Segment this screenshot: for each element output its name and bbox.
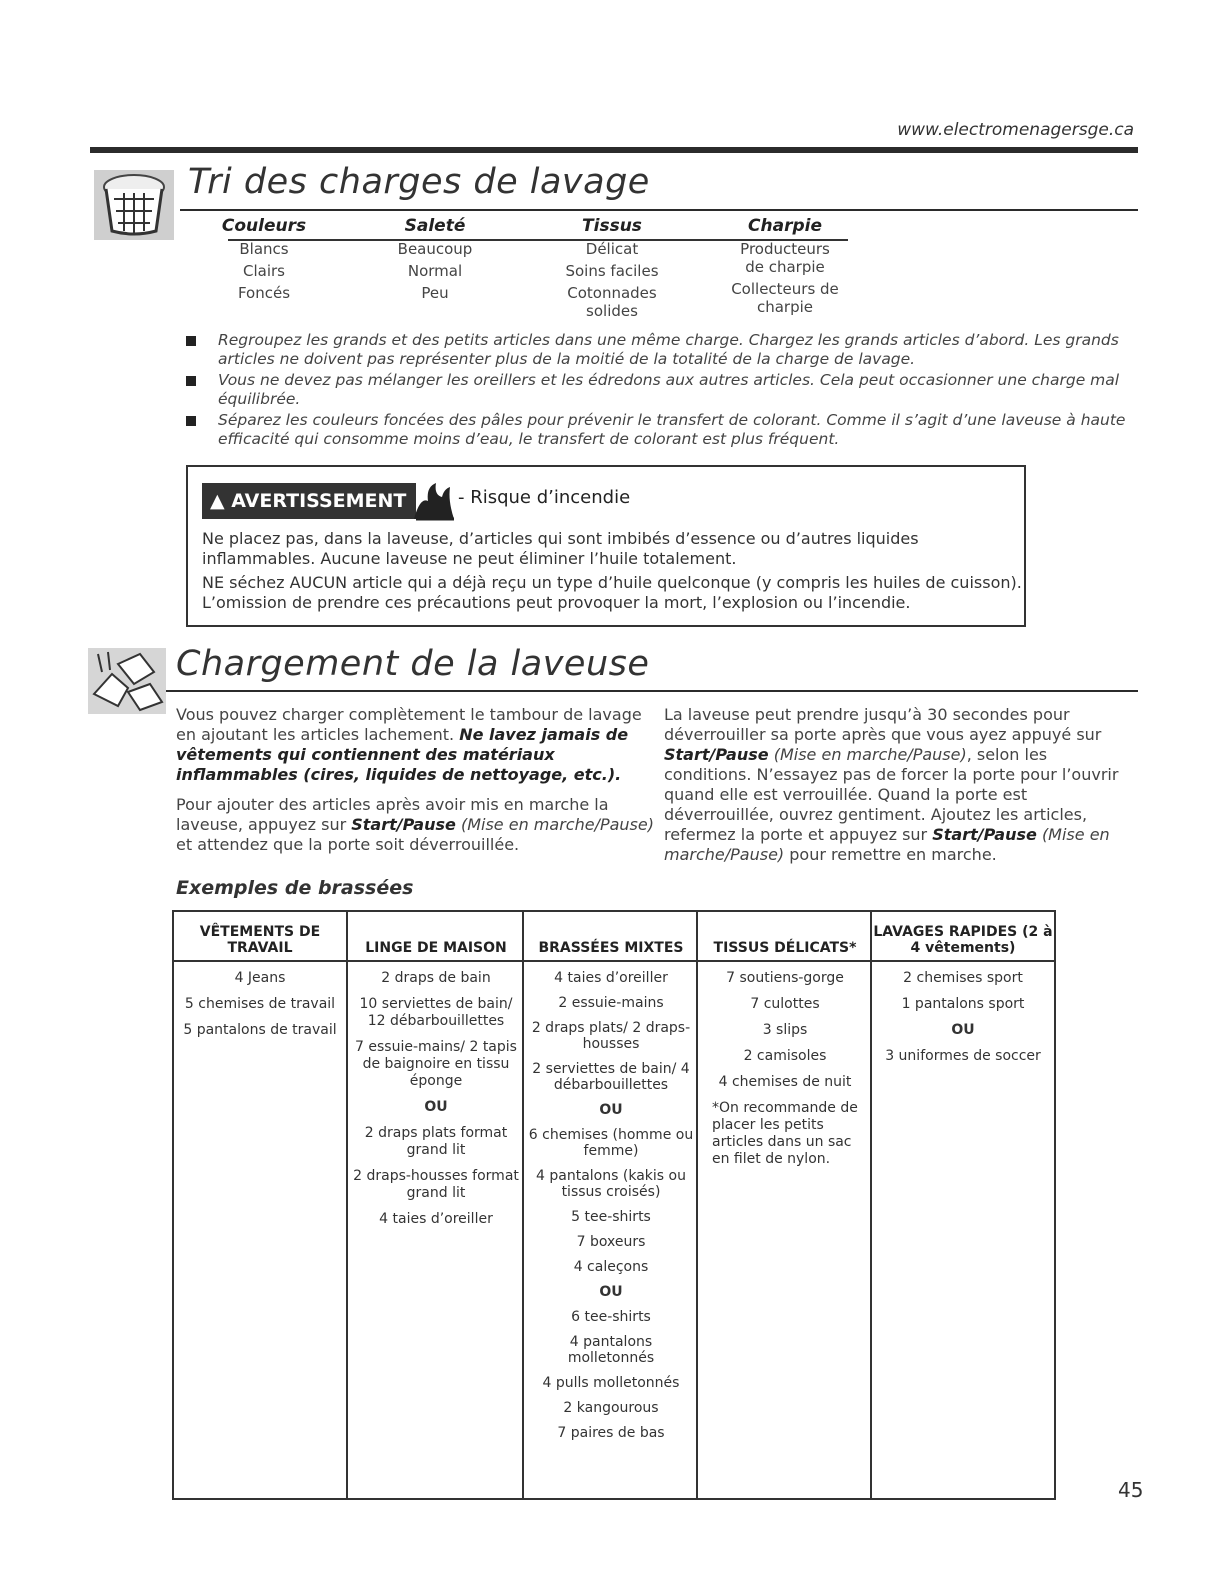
sort-head: Charpie <box>748 216 822 236</box>
load-column-body <box>872 962 1054 1065</box>
bullet-item: Vous ne devez pas mélanger les oreillers et les édredons aux autres articles. Cela peut occasionner une charge mal équilibrée. <box>186 371 1126 409</box>
website-url: www.electromenagersge.ca <box>897 120 1134 140</box>
sort-item: Producteurs de charpie <box>740 240 830 276</box>
section-title-sorting: Tri des charges de lavage <box>188 162 650 202</box>
load-column-delicates <box>696 912 872 1498</box>
load-item: 5 tee-shirts <box>571 1209 651 1225</box>
delicates-note: *On recommande de placer les petits articles dans un sac en filet de nylon. <box>712 1100 858 1167</box>
load-item: 2 chemises sport <box>903 970 1023 986</box>
load-column-head: LAVAGES RAPIDES (2 à 4 vêtements) <box>872 912 1054 962</box>
load-column-quick <box>870 912 1054 1498</box>
warning-badge <box>202 483 416 519</box>
text-span: La laveuse peut prendre jusqu’à 30 secondes pour déverrouiller sa porte après que vous ayez appuyé sur <box>664 705 1102 744</box>
start-pause-label: Start/Pause <box>351 815 456 834</box>
load-item: 7 boxeurs <box>576 1234 646 1250</box>
load-or: OU <box>599 1102 623 1118</box>
load-column-head: VÊTEMENTS DE TRAVAIL <box>174 912 346 962</box>
text-span: , selon les conditions. N’essayez pas de forcer la porte pour l’ouvrir quand elle est verrouillée. Quand la porte est déverrouillée, ouvrez gentiment. Ajoutez les articles, refermez la porte et appuyez sur <box>664 745 1119 844</box>
section-title-loading: Chargement de la laveuse <box>176 644 650 684</box>
load-item: 2 draps-housses format grand lit <box>353 1168 519 1201</box>
load-examples-table <box>172 910 1056 1500</box>
load-column-body <box>348 962 524 1228</box>
load-column-household <box>346 912 524 1498</box>
sort-item: Cotonnades solides <box>567 284 657 320</box>
load-item: 5 chemises de travail <box>184 996 336 1012</box>
loading-left-column <box>176 705 656 865</box>
load-item: 4 taies d’oreiller <box>554 970 668 986</box>
load-item: 2 kangourous <box>563 1400 659 1416</box>
warning-paragraph: NE séchez AUCUN article qui a déjà reçu un type d’huile quelconque (y compris les huiles de cuisson). L’omission de prendre ces précautions peut provoquer la mort, l’explosion ou l’incendie. <box>202 573 1022 612</box>
sort-item: Blancs <box>239 240 289 258</box>
load-item: 4 pantalons (kakis ou tissus croisés) <box>536 1168 686 1200</box>
load-item: 4 pantalons molletonnés <box>567 1334 655 1366</box>
warning-box <box>186 465 1026 627</box>
load-column-body <box>698 962 872 1168</box>
load-or: OU <box>951 1022 975 1038</box>
page-number: 45 <box>1118 1478 1144 1502</box>
load-item: 10 serviettes de bain/ 12 débarbouillettes <box>359 996 513 1029</box>
warning-triangle-icon: ▲ <box>210 490 225 512</box>
load-or: OU <box>424 1099 448 1115</box>
start-pause-translation: (Mise en marche/Pause) <box>664 825 1110 864</box>
section-rule <box>166 690 1138 692</box>
sort-column-soil <box>370 216 500 302</box>
fire-icon <box>410 479 456 521</box>
load-item: 2 camisoles <box>743 1048 827 1064</box>
load-column-head: TISSUS DÉLICATS* <box>698 912 872 962</box>
warning-badge-label: AVERTISSEMENT <box>231 490 407 512</box>
bullet-item: Regroupez les grands et des petits articles dans une même charge. Chargez les grands articles d’abord. Les grands articles ne doivent pas représenter plus de la moitié de la totalité de la charge de lavage. <box>186 331 1126 369</box>
load-item: 5 pantalons de travail <box>183 1022 337 1038</box>
text-span: et attendez que la porte soit déverrouillée. <box>176 835 520 854</box>
sort-item: Collecteurs de charpie <box>731 280 839 316</box>
load-item: 3 slips <box>762 1022 808 1038</box>
laundry-basket-icon <box>94 165 174 240</box>
sort-item: Foncés <box>237 284 291 302</box>
load-column-mixed <box>522 912 698 1498</box>
start-pause-label: Start/Pause <box>664 745 769 764</box>
sort-column-lint <box>730 216 840 316</box>
load-item: 4 pulls molletonnés <box>542 1375 680 1391</box>
sort-column-fabrics <box>552 216 672 320</box>
load-item: 1 pantalons sport <box>901 996 1025 1012</box>
warning-text <box>202 529 1022 617</box>
sort-head: Couleurs <box>221 216 307 236</box>
load-item: 2 draps de bain <box>381 970 491 986</box>
load-item: 6 chemises (homme ou femme) <box>528 1127 694 1159</box>
load-column-head: LINGE DE MAISON <box>348 912 524 962</box>
text-span: Vous pouvez charger complètement le tambour de lavage en ajoutant les articles lachement. <box>176 705 642 744</box>
bold-warning-text: Ne lavez jamais de vêtements qui contiennent des matériaux inflammables (cires, liquides de nettoyage, etc.). <box>176 725 629 784</box>
load-column-body <box>524 962 698 1441</box>
load-item: 2 serviettes de bain/ 4 débarbouillettes <box>532 1061 690 1093</box>
sort-item: Beaucoup <box>397 240 473 258</box>
load-examples-heading: Exemples de brassées <box>176 877 414 899</box>
clothes-pile-icon <box>88 644 168 719</box>
load-item: 7 essuie-mains/ 2 tapis de baignoire en tissu éponge <box>355 1039 517 1089</box>
sort-head: Tissus <box>582 216 642 236</box>
loading-paragraph <box>664 705 1134 865</box>
warning-paragraph: Ne placez pas, dans la laveuse, d’articles qui sont imbibés d’essence ou d’autres liquides inflammables. Aucune laveuse ne peut éliminer l’huile totalement. <box>202 529 919 568</box>
loading-paragraph <box>176 795 656 855</box>
load-item: 2 draps plats/ 2 draps-housses <box>531 1020 691 1052</box>
sorting-bullets <box>186 331 1126 451</box>
sort-head: Saleté <box>404 216 466 236</box>
sort-column-colors <box>200 216 328 302</box>
load-column-workwear <box>174 912 346 1498</box>
load-column-body <box>174 962 346 1039</box>
warning-title: - Risque d’incendie <box>458 487 631 508</box>
load-item: 4 chemises de nuit <box>718 1074 852 1090</box>
text-span: Pour ajouter des articles après avoir mis en marche la laveuse, appuyez sur <box>176 795 609 834</box>
start-pause-translation: (Mise en marche/Pause) <box>773 745 967 764</box>
loading-right-column <box>664 705 1134 875</box>
sort-item: Peu <box>421 284 449 302</box>
load-item: 3 uniformes de soccer <box>885 1048 1041 1064</box>
sort-item: Clairs <box>243 262 285 280</box>
section-rule <box>180 209 1138 211</box>
load-or: OU <box>599 1284 623 1300</box>
loading-paragraph <box>176 705 656 785</box>
load-item: 4 caleçons <box>573 1259 649 1275</box>
text-span: pour remettre en marche. <box>784 845 997 864</box>
load-item: 7 soutiens-gorge <box>726 970 844 986</box>
start-pause-translation: (Mise en marche/Pause) <box>460 815 654 834</box>
sort-item: Délicat <box>585 240 639 258</box>
top-rule <box>90 147 1138 153</box>
load-item: 6 tee-shirts <box>571 1309 651 1325</box>
load-item: 4 taies d’oreiller <box>379 1211 493 1227</box>
start-pause-label: Start/Pause <box>932 825 1037 844</box>
load-item: 2 essuie-mains <box>558 995 664 1011</box>
load-item: 2 draps plats format grand lit <box>364 1125 508 1158</box>
load-item: 7 culottes <box>750 996 820 1012</box>
load-item: 7 paires de bas <box>557 1425 665 1441</box>
load-item: 4 Jeans <box>234 970 286 986</box>
load-column-head: BRASSÉES MIXTES <box>524 912 698 962</box>
bullet-item: Séparez les couleurs foncées des pâles pour prévenir le transfert de colorant. Comme il s’agit d’une laveuse à haute efficacité qui consomme moins d’eau, le transfert de colorant est plus fréquent. <box>186 411 1126 449</box>
sort-item: Soins faciles <box>565 262 659 280</box>
sort-item: Normal <box>407 262 463 280</box>
